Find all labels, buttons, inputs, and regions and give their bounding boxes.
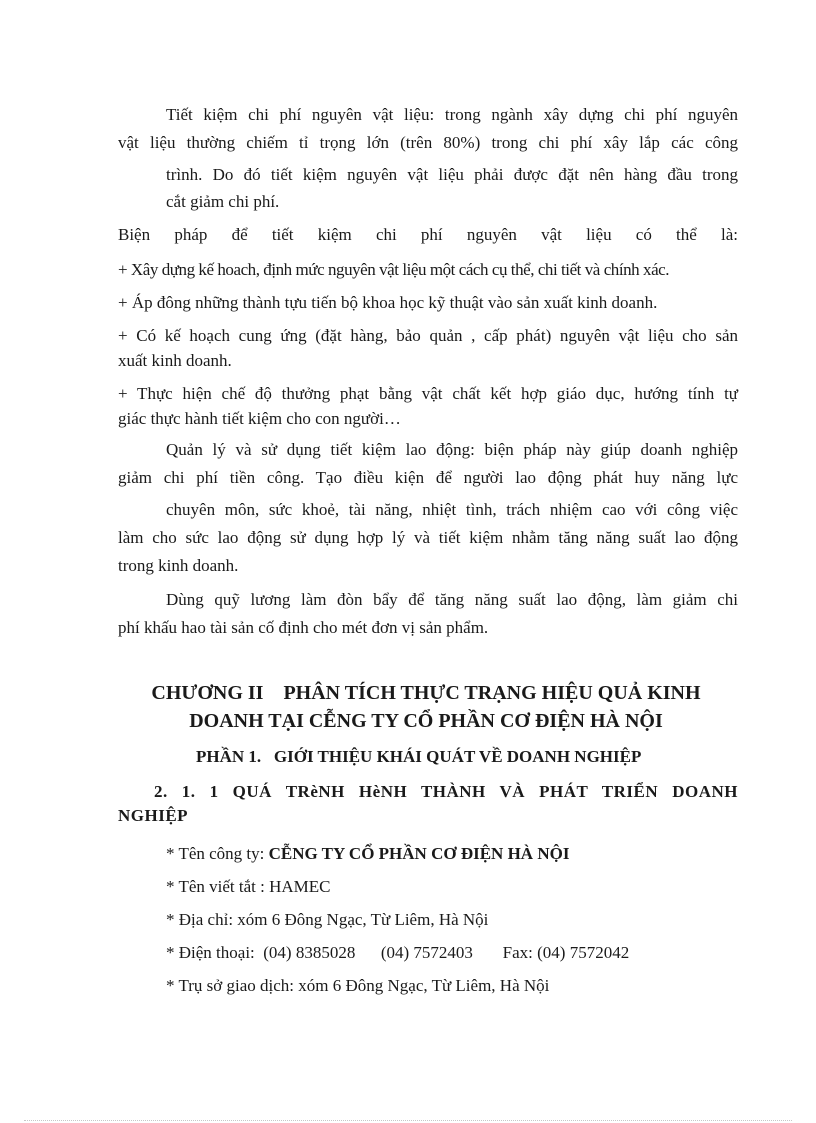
paragraph-line: Biện pháp để tiết kiệm chi phí nguyên vật liệu có thể là:	[118, 225, 738, 244]
bullet-item-continuation: xuất kinh doanh.	[118, 351, 232, 370]
page-bottom-divider	[24, 1120, 792, 1121]
paragraph-line: cắt giảm chi phí.	[166, 192, 280, 211]
paragraph-line: Dùng quỹ lương làm đòn bẩy để tăng năng suất lao động, làm giảm chi	[166, 590, 738, 609]
company-office: * Trụ sở giao dịch: xóm 6 Đông Ngạc, Từ Liêm, Hà Nội	[166, 976, 550, 995]
bullet-item: + Có kế hoạch cung ứng (đặt hàng, bảo quản , cấp phát) nguyên vật liệu cho sản	[118, 326, 738, 345]
paragraph-line: trong kinh doanh.	[118, 556, 239, 575]
section-title-line1: 2. 1. 1 QUÁ TRèNH HèNH THÀNH VÀ PHÁT TRIỂN DOANH	[154, 782, 738, 801]
bullet-item: + Xây dựng kế hoach, định mức nguyên vật liệu một cách cụ thể, chi tiết và chính xác.	[118, 260, 670, 279]
company-address: * Địa chỉ: xóm 6 Đông Ngạc, Từ Liêm, Hà Nội	[166, 910, 489, 929]
bullet-item: + Áp đông những thành tựu tiến bộ khoa học kỹ thuật vào sản xuất kinh doanh.	[118, 293, 658, 312]
paragraph-line: phí khấu hao tài sản cố định cho mét đơn vị sản phẩm.	[118, 618, 489, 637]
paragraph-line: Quản lý và sử dụng tiết kiệm lao động: biện pháp này giúp doanh nghiệp	[166, 440, 738, 459]
company-name-row	[166, 843, 569, 865]
company-name-value: CỄNG TY CỔ PHẦN CƠ ĐIỆN HÀ NỘI	[268, 844, 570, 863]
section-title-line2: NGHIỆP	[118, 806, 189, 825]
paragraph-line: trình. Do đó tiết kiệm nguyên vật liệu phải được đặt nên hàng đầu trong	[166, 165, 738, 184]
bullet-item-continuation: giác thực hành tiết kiệm cho con người…	[118, 409, 401, 428]
paragraph-line: giảm chi phí tiền công. Tạo điều kiện để người lao động phát huy năng lực	[118, 468, 738, 487]
company-phone: * Điện thoại: (04) 8385028 (04) 7572403 Fax: (04) 7572042	[166, 943, 630, 962]
paragraph-line: vật liệu thường chiếm tỉ trọng lớn (trên 80%) trong chi phí xây lắp các công	[118, 133, 738, 152]
part-title: PHẦN 1. GIỚI THIỆU KHÁI QUÁT VỀ DOANH NGHIỆP	[196, 747, 642, 766]
company-abbreviation: * Tên viết tắt : HAMEC	[166, 877, 331, 896]
paragraph-line: chuyên môn, sức khoẻ, tài năng, nhiệt tình, trách nhiệm cao với công việc	[166, 500, 738, 519]
paragraph-line: Tiết kiệm chi phí nguyên vật liệu: trong ngành xây dựng chi phí nguyên	[166, 105, 738, 124]
company-name-label: * Tên công ty:	[166, 844, 269, 863]
chapter-title-line1: CHƯƠNG II PHÂN TÍCH THỰC TRẠNG HIỆU QUẢ KINH	[151, 682, 701, 704]
chapter-title-line2: DOANH TẠI CỄNG TY CỔ PHẦN CƠ ĐIỆN HÀ NỘI	[189, 710, 663, 732]
paragraph-line: làm cho sức lao động sử dụng hợp lý và tiết kiệm nhằm tăng năng suất lao động	[118, 528, 738, 547]
bullet-item: + Thực hiện chế độ thưởng phạt bằng vật chất kết hợp giáo dục, hướng tính tự	[118, 384, 738, 403]
